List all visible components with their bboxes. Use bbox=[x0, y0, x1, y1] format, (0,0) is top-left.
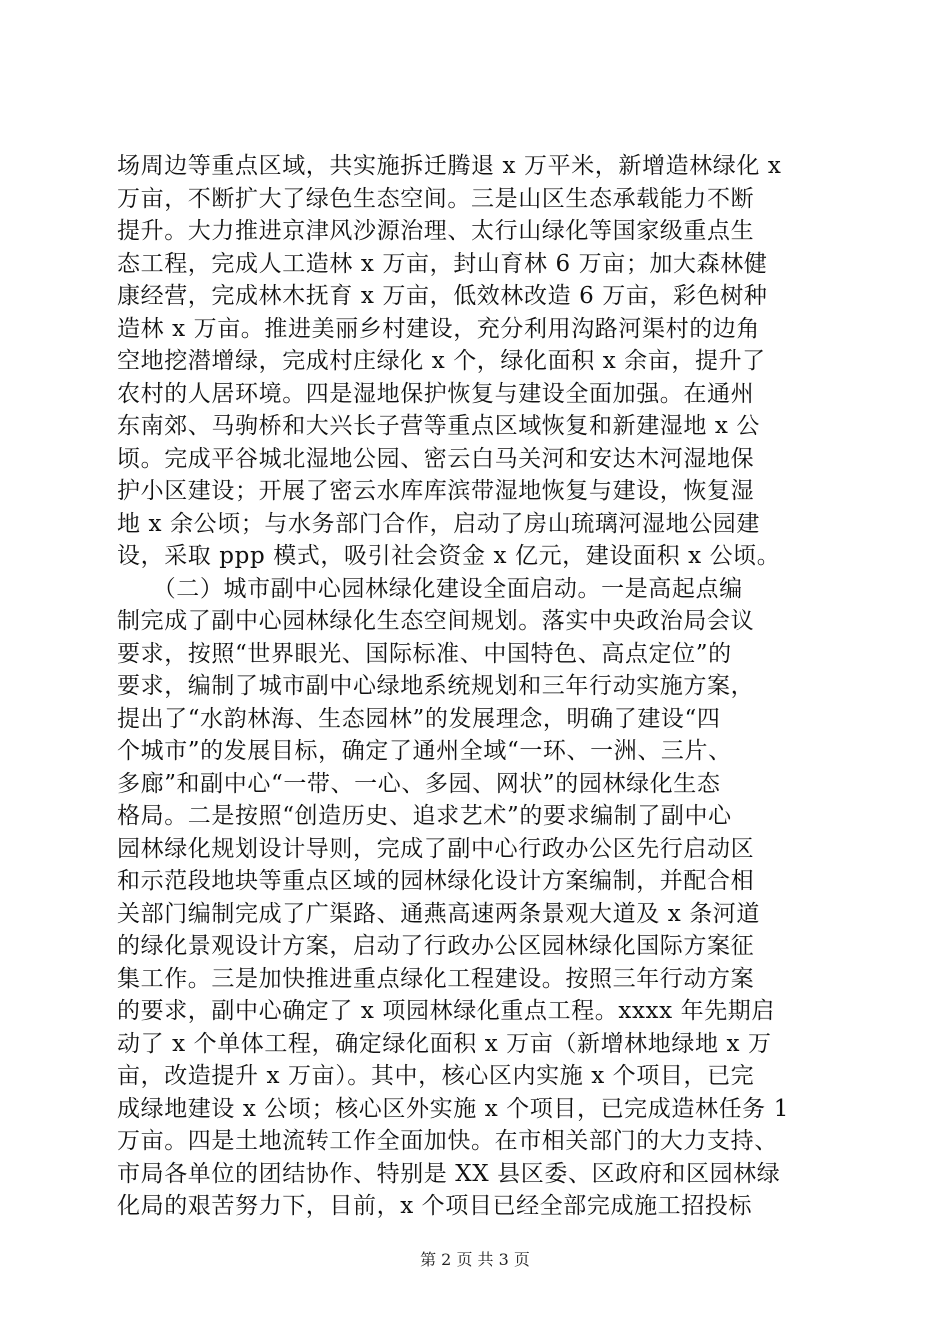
text-line: 要求，编制了城市副中心绿地系统规划和三年行动实施方案， bbox=[117, 673, 755, 699]
text-line: 关部门编制完成了广渠路、通燕高速两条景观大道及 x 条河道 bbox=[117, 900, 760, 927]
text-line: 动了 x 个单体工程，确定绿化面积 x 万亩（新增林地绿地 x 万 bbox=[117, 1030, 772, 1057]
text-line: 化局的艰苦努力下，目前，x 个项目已经全部完成施工招投标 bbox=[117, 1193, 753, 1219]
document-body bbox=[117, 150, 837, 1223]
text-line: 市局各单位的团结协作、特别是 XX 县区委、区政府和区园林绿 bbox=[117, 1160, 781, 1187]
text-line: 的要求，副中心确定了 x 项园林绿化重点工程。xxxx 年先期启 bbox=[117, 998, 775, 1024]
text-line: 东南郊、马驹桥和大兴长子营等重点区域恢复和新建湿地 x 公 bbox=[117, 413, 760, 439]
text-line: 空地挖潜增绿，完成村庄绿化 x 个，绿化面积 x 余亩，提升了 bbox=[117, 348, 766, 374]
text-line: 园林绿化规划设计导则，完成了副中心行政办公区先行启动区 bbox=[117, 835, 755, 862]
text-line: 提升。大力推进京津风沙源治理、太行山绿化等国家级重点生 bbox=[117, 218, 755, 244]
text-line: 亩，改造提升 x 万亩）。其中，核心区内实施 x 个项目，已完 bbox=[117, 1063, 755, 1089]
text-line: 个城市”的发展目标，确定了通州全域“一环、一洲、三片、 bbox=[117, 738, 732, 764]
text-line: 的绿化景观设计方案，启动了行政办公区园林绿化国际方案征 bbox=[117, 933, 755, 959]
text-line: 制完成了副中心园林绿化生态空间规划。落实中央政治局会议 bbox=[117, 608, 755, 634]
text-line: 地 x 余公顷；与水务部门合作，启动了房山琉璃河湿地公园建 bbox=[117, 510, 760, 537]
text-line: 集工作。三是加快推进重点绿化工程建设。按照三年行动方案 bbox=[117, 965, 755, 992]
text-line: 农村的人居环境。四是湿地保护恢复与建设全面加强。在通州 bbox=[117, 380, 755, 407]
text-line: 万亩，不断扩大了绿色生态空间。三是山区生态承载能力不断 bbox=[117, 185, 755, 212]
text-line: 和示范段地块等重点区域的园林绿化设计方案编制，并配合相 bbox=[117, 868, 755, 894]
text-line: 要求，按照“世界眼光、国际标准、中国特色、高点定位”的 bbox=[117, 640, 732, 667]
text-line: 格局。二是按照“创造历史、追求艺术”的要求编制了副中心 bbox=[117, 803, 732, 829]
text-line: 护小区建设；开展了密云水库库滨带湿地恢复与建设，恢复湿 bbox=[117, 478, 755, 504]
text-line: 万亩。四是土地流转工作全面加快。在市相关部门的大力支持、 bbox=[117, 1128, 778, 1154]
text-line: （二）城市副中心园林绿化建设全面启动。一是高起点编 bbox=[117, 575, 743, 602]
page-footer: 第 2 页 共 3 页 bbox=[420, 1250, 530, 1269]
text-line: 顷。完成平谷城北湿地公园、密云白马关河和安达木河湿地保 bbox=[117, 445, 755, 472]
text-line: 康经营，完成林木抚育 x 万亩，低效林改造 6 万亩，彩色树种 bbox=[117, 283, 768, 309]
text-line: 造林 x 万亩。推进美丽乡村建设，充分利用沟路河渠村的边角 bbox=[117, 315, 760, 342]
text-line: 场周边等重点区域，共实施拆迁腾退 x 万平米，新增造林绿化 x bbox=[117, 153, 782, 179]
text-line: 提出了“水韵林海、生态园林”的发展理念，明确了建设“四 bbox=[117, 705, 721, 732]
text-line: 多廊”和副中心“一带、一心、多园、网状”的园林绿化生态 bbox=[117, 770, 721, 797]
text-line: 设，采取 ppp 模式，吸引社会资金 x 亿元，建设面积 x 公顷。 bbox=[117, 543, 781, 569]
text-line: 成绿地建设 x 公顷；核心区外实施 x 个项目，已完成造林任务 1 bbox=[117, 1095, 789, 1122]
text-line: 态工程，完成人工造林 x 万亩，封山育林 6 万亩；加大森林健 bbox=[117, 250, 768, 277]
